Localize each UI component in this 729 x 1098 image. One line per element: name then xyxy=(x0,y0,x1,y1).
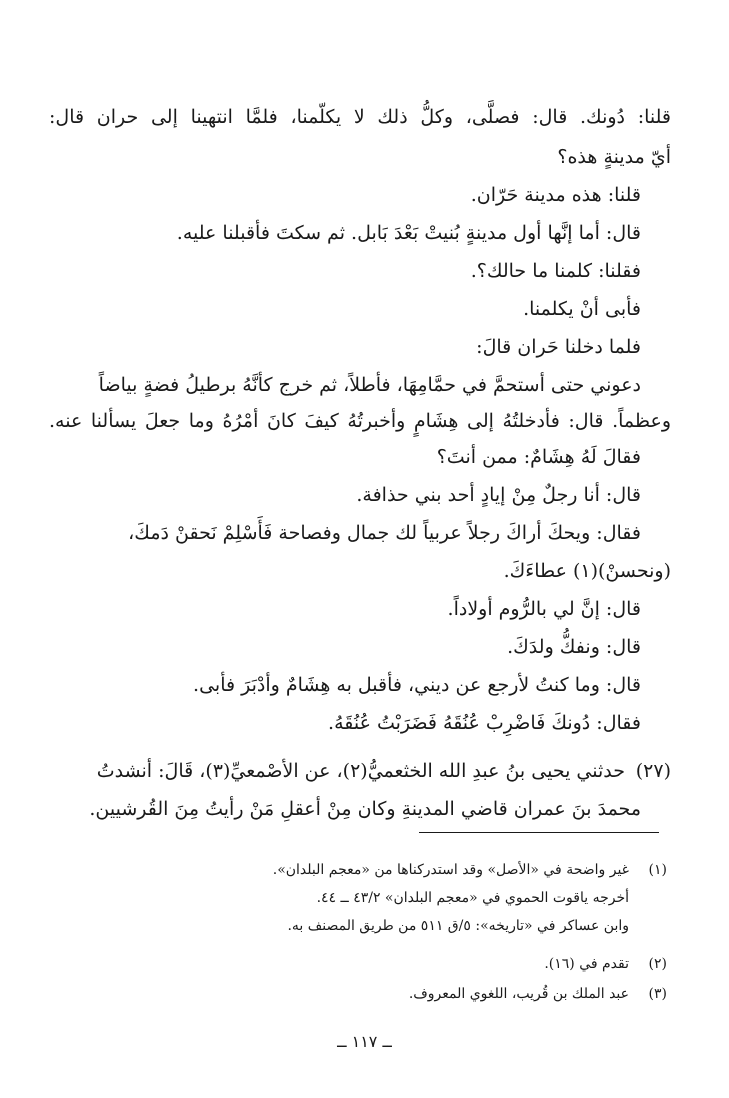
text-line-2: أيّ مدينةٍ هذه؟ xyxy=(557,146,671,168)
page-number: ــ ١١٧ ــ xyxy=(337,1032,392,1051)
text-line-9: وعظماً. قال: فأدخلتُهُ إلى هِشَامٍ وأخبرتُهُ كيفَ كانَ أمْرُهُ وما جعلَ يسألنا عنه. xyxy=(49,410,671,432)
footnote-number: (٣) xyxy=(648,986,667,1002)
text-line-1: قلنا: دُونك. قال: فصلَّى، وكلُّ ذلك لا يكلّمنا، فلمَّا انتهينا إلى حران قال: xyxy=(49,106,671,128)
text-line-11: قال: أنا رجلٌ مِنْ إيادٍ أحد بني حذافة. xyxy=(356,484,641,506)
text-line-16: قال: وما كنتُ لأرجع عن ديني، فأقبل به هِشَامٌ وأدْبَرَ فأبى. xyxy=(193,674,641,696)
footnote-text: تقدم في (١٦). xyxy=(544,956,629,972)
footnote-2 xyxy=(67,954,667,974)
text-line-17: فقال: دُونكَ فَاضْرِبْ عُنُقَهُ فَضَرَبْتُ عُنُقَهُ. xyxy=(328,712,641,734)
footnote-number: (٢) xyxy=(648,956,667,972)
text-line-14: قال: إنَّ لي بالرُّوم أولاداً. xyxy=(447,598,641,620)
footnote-text: عبد الملك بن قُريب، اللغوي المعروف. xyxy=(408,986,629,1002)
text-line-12: فقال: ويحكَ أراكَ رجلاً عربياً لك جمال وفصاحة فَأَسْلِمْ نَحقنْ دَمكَ، xyxy=(128,522,641,544)
text-line-5: فقلنا: كلمنا ما حالك؟. xyxy=(470,260,641,282)
footnote-1-continuation-1: أخرجه ياقوت الحموي في «معجم البلدان» ٤٣/٢ ــ ٤٤. xyxy=(316,890,629,906)
text-line-13: (ونحسنْ)(١) عطاءَكَ. xyxy=(503,560,671,582)
entry-number: (٢٧) xyxy=(635,760,671,782)
footnote-3 xyxy=(67,984,667,1004)
text-line-3: قلنا: هذه مدينة حَرّان. xyxy=(470,184,641,206)
text-line-7: فلما دخلنا حَران قالَ: xyxy=(476,336,641,358)
entry-text-1: حدثني يحيى بنُ عبدِ الله الخثعميُّ(٢)، عن الأصْمعيِّ(٣)، قَالَ: أنشدتُ xyxy=(96,760,625,782)
footnote-separator xyxy=(419,832,659,833)
footnote-text: غير واضحة في «الأصل» وقد استدركناها من «معجم البلدان». xyxy=(272,862,629,878)
text-line-4: قال: أما إنَّها أول مدينةٍ بُنيتْ بَعْدَ بَابل. ثم سكتَ فأقبلنا عليه. xyxy=(176,222,641,244)
entry-27-line-2: محمدَ بنَ عمران قاضي المدينةِ وكان مِنْ أعقلِ مَنْ رأيتُ مِنَ القُرشيين. xyxy=(89,798,641,820)
text-line-15: قال: ونفكُّ ولدَكَ. xyxy=(507,636,641,658)
footnote-1 xyxy=(67,860,667,880)
footnote-1-continuation-2: وابن عساكر في «تاريخه»: ٥/ق ٥١١ من طريق المصنف به. xyxy=(287,918,629,934)
footnote-number: (١) xyxy=(648,862,667,878)
text-line-6: فأبى أنْ يكلمنا. xyxy=(523,298,641,320)
entry-27-line-1 xyxy=(49,756,671,786)
text-line-8: دعوني حتى أستحمَّ في حمَّامِهَا، فأطلاً، ثم خرج كأنَّهُ برطيلُ فضةٍ بياضاً xyxy=(98,374,641,396)
text-line-10: فقالَ لَهُ هِشَامٌ: ممن أنتَ؟ xyxy=(436,446,641,468)
